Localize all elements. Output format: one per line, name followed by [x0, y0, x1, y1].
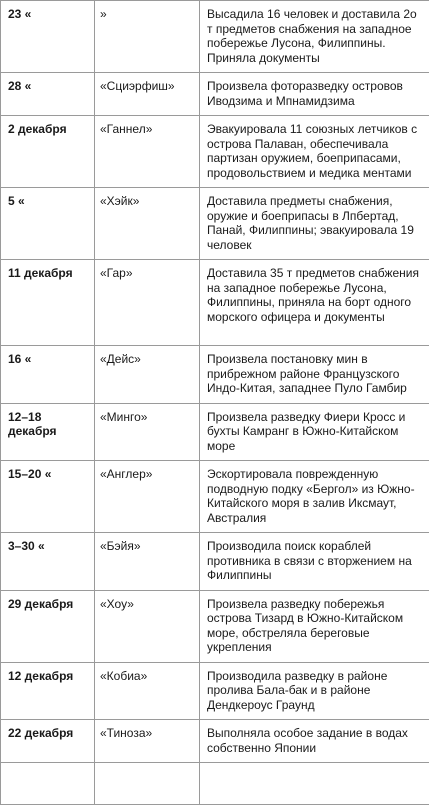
- action-cell: Произвела разведку побережья острова Тизард в Южно-Китайском море, обстреляла береговые укрепления: [200, 590, 429, 662]
- submarine-cell: «Тиноза»: [95, 720, 200, 763]
- action-cell: Эвакуировала 11 союзных летчиков с острова Палаван, обеспечивала партизан оружием, боеприпасами, продовольствием и медика ментами: [200, 116, 429, 188]
- table-row: [1, 720, 429, 763]
- date-cell: 5 «: [1, 188, 95, 260]
- submarine-cell: «Хоу»: [95, 590, 200, 662]
- submarine-cell: «Хэйк»: [95, 188, 200, 260]
- action-cell: Произвела разведку Фиери Кросс и бухты Камранг в Южно-Китайском море: [200, 403, 429, 461]
- table-row: [1, 260, 429, 346]
- table-row: [1, 461, 429, 533]
- submarine-cell: «Кобиа»: [95, 662, 200, 720]
- date-cell: 3–30 «: [1, 533, 95, 591]
- submarine-cell: »: [95, 1, 200, 73]
- date-cell: 28 «: [1, 73, 95, 116]
- submarine-cell: «Бэйя»: [95, 533, 200, 591]
- action-cell: Эскортировала поврежденную подводную подку «Бергол» из Южно-Китайского моря в залив Иксмаут, Австралия: [200, 461, 429, 533]
- date-cell: 11 декабря: [1, 260, 95, 346]
- date-cell: 2 декабря: [1, 116, 95, 188]
- submarine-cell: «Англер»: [95, 461, 200, 533]
- table-row: [1, 403, 429, 461]
- date-cell: 22 декабря: [1, 720, 95, 763]
- action-cell: Производила поиск кораблей противника в связи с вторжением на Филиппины: [200, 533, 429, 591]
- table-row: [1, 188, 429, 260]
- action-cell: Доставила 35 т предметов снабжения на западное побережье Лусона, Филиппины, приняла на борт одного морского офицера и документы: [200, 260, 429, 346]
- action-cell: [200, 763, 429, 805]
- submarine-cell: «Ганнел»: [95, 116, 200, 188]
- action-cell: Доставила предметы снабжения, оружие и боеприпасы в Лпбертад, Панай, Филиппины; эвакуировала 19 человек: [200, 188, 429, 260]
- action-cell: Произвела фоторазведку островов Иводзима и Мпнамидзима: [200, 73, 429, 116]
- table-row: [1, 346, 429, 404]
- table-row: [1, 533, 429, 591]
- date-cell: 16 «: [1, 346, 95, 404]
- action-cell: Выполняла особое задание в водах собственно Японии: [200, 720, 429, 763]
- submarine-cell: «Сциэрфиш»: [95, 73, 200, 116]
- date-cell: [1, 763, 95, 805]
- table-row: [1, 763, 429, 805]
- table-row: [1, 590, 429, 662]
- table-row: [1, 662, 429, 720]
- action-cell: Производила разведку в районе пролива Бала-бак и в районе Дендкероус Граунд: [200, 662, 429, 720]
- date-cell: 29 декабря: [1, 590, 95, 662]
- submarine-cell: [95, 763, 200, 805]
- action-cell: Произвела постановку мин в прибрежном районе Французского Индо-Китая, западнее Пуло Гамбир: [200, 346, 429, 404]
- submarine-cell: «Дейс»: [95, 346, 200, 404]
- date-cell: 23 «: [1, 1, 95, 73]
- table-row: [1, 1, 429, 73]
- table-row: [1, 73, 429, 116]
- action-cell: Высадила 16 человек и доставила 2о т предметов снабжения на западное побережье Лусона, Филиппины. Приняла документы: [200, 1, 429, 73]
- submarine-cell: «Гар»: [95, 260, 200, 346]
- submarine-cell: «Минго»: [95, 403, 200, 461]
- date-cell: 12–18 декабря: [1, 403, 95, 461]
- date-cell: 15–20 «: [1, 461, 95, 533]
- table-row: [1, 116, 429, 188]
- date-cell: 12 декабря: [1, 662, 95, 720]
